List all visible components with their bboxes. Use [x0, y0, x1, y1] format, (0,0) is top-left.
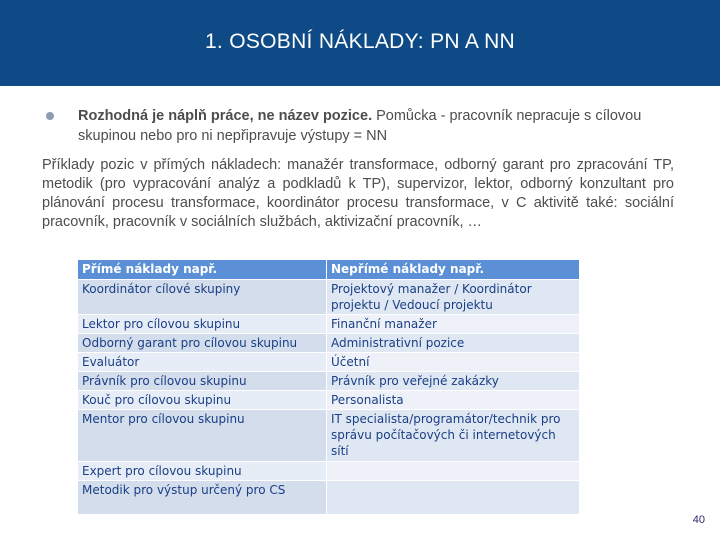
- table-cell-direct: Lektor pro cílovou skupinu: [78, 315, 327, 334]
- table-cell-direct: Evaluátor: [78, 353, 327, 372]
- slide-title: 1. OSOBNÍ NÁKLADY: PN A NN: [204, 30, 516, 53]
- table-cell-direct: Metodik pro výstup určený pro CS: [78, 481, 327, 515]
- table-cell-indirect: Projektový manažer / Koordinátor projektu / Vedoucí projektu: [327, 280, 580, 315]
- table-row: [78, 353, 580, 372]
- table-row: [78, 462, 580, 481]
- table-header-row: [78, 260, 580, 280]
- table-row: [78, 372, 580, 391]
- table-row: [78, 334, 580, 353]
- costs-table: [77, 259, 579, 515]
- table-cell-direct: Právník pro cílovou skupinu: [78, 372, 327, 391]
- table-row: [78, 410, 580, 462]
- title-bar: [0, 0, 720, 86]
- table-cell-indirect: Finanční manažer: [327, 315, 580, 334]
- header-direct-costs: Přímé náklady např.: [78, 260, 327, 280]
- table-cell-indirect: IT specialista/programátor/technik pro správu počítačových či internetových sítí: [327, 410, 580, 462]
- table-row: [78, 280, 580, 315]
- table-cell-indirect: [327, 481, 580, 515]
- table-cell-indirect: Administrativní pozice: [327, 334, 580, 353]
- header-indirect-costs: Nepřímé náklady např.: [327, 260, 580, 280]
- examples-paragraph: Příklady pozic v přímých nákladech: manažér transformace, odborný garant pro zpracování TP, metodik (pro vypracování analýz a podkladů k TP), supervizor, lektor, odborný konzultant pro plánování procesu transformace, koordinátor procesu transformace, v C aktivitě také: sociální pracovník, pracovník v sociálních službách, aktivizační pracovník, …: [42, 157, 674, 230]
- table-cell-indirect: Personalista: [327, 391, 580, 410]
- table-cell-indirect: [327, 462, 580, 481]
- table-cell-direct: Odborný garant pro cílovou skupinu: [78, 334, 327, 353]
- bullet-rest-text: Pomůcka - pracovník nepracuje s cílovou skupinou nebo pro ni nepřipravuje výstupy = NN: [78, 108, 642, 144]
- table-cell-direct: Mentor pro cílovou skupinu: [78, 410, 327, 462]
- bullet-text: [78, 106, 678, 146]
- table-cell-indirect: Právník pro veřejné zakázky: [327, 372, 580, 391]
- table-row: [78, 391, 580, 410]
- table-cell-indirect: Účetní: [327, 353, 580, 372]
- bullet-bold-text: Rozhodná je náplň práce, ne název pozice.: [78, 108, 373, 124]
- table-row: [78, 315, 580, 334]
- table-row: [78, 481, 580, 515]
- table-cell-direct: Expert pro cílovou skupinu: [78, 462, 327, 481]
- table-cell-direct: Kouč pro cílovou skupinu: [78, 391, 327, 410]
- page-number: 40: [692, 514, 705, 526]
- table-cell-direct: Koordinátor cílové skupiny: [78, 280, 327, 315]
- bullet-icon: [46, 112, 54, 120]
